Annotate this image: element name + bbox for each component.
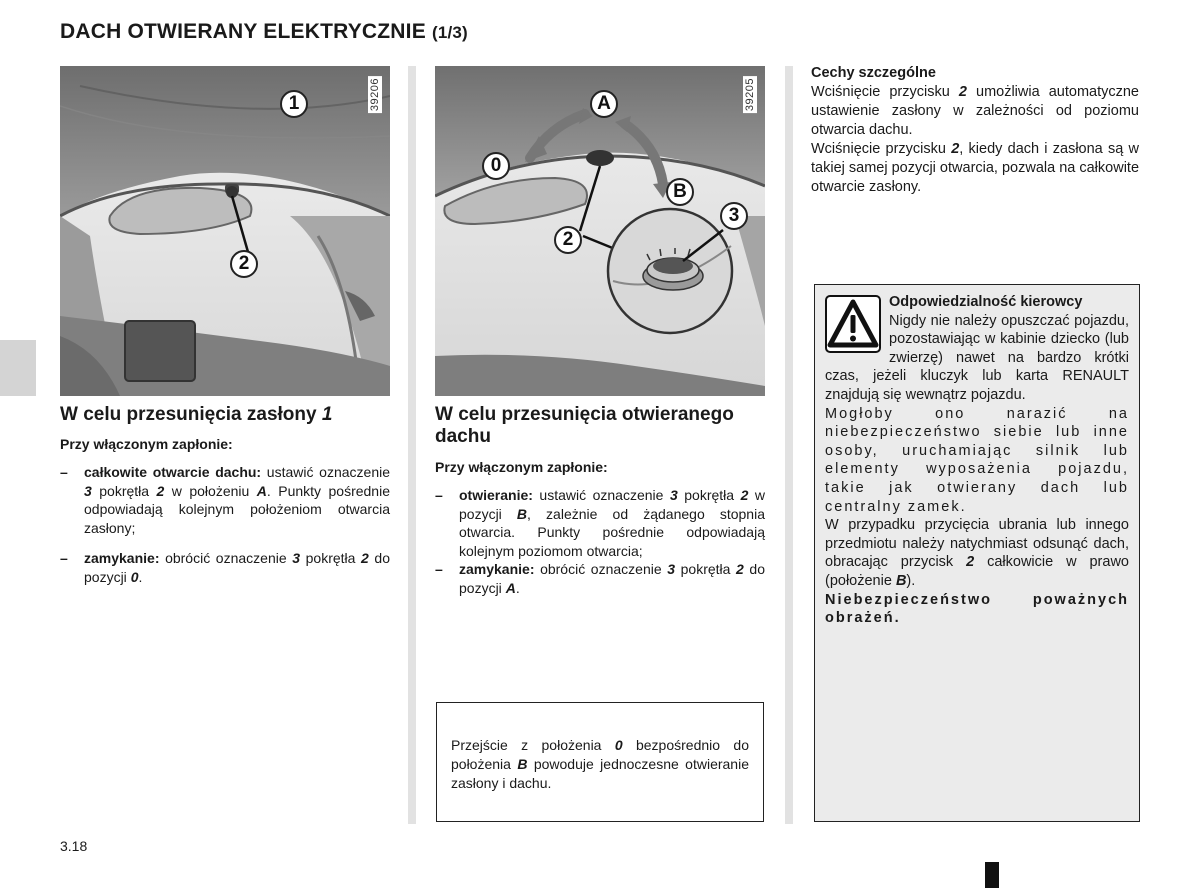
list-ref: 0	[130, 568, 139, 585]
heading-move-sunblind	[60, 404, 390, 426]
warning-paragraph: Nigdy nie należy opuszczać pojazdu, pozostawiając w kabinie dziecko (lub zwierzę) nawet na bardzo krótki czas, jeżeli kluczyk lub karta RENAULT znajdują się wewnątrz pojazdu.	[825, 312, 1129, 403]
list-ref: B	[516, 505, 528, 522]
list-term: całkowite otwarcie dachu:	[84, 464, 262, 480]
paragraph-text: , kiedy dach i zasłona są w takiej samej pozycji otwarcia, pozwala na całkowite otwarcie zasłony.	[811, 141, 1140, 195]
heading-move-sunroof: W celu przesunięcia otwieranego dachu	[435, 404, 734, 447]
column-divider-right	[785, 66, 793, 824]
page-number: 3.18	[60, 838, 88, 854]
list-ref: A	[256, 482, 267, 499]
list-text: ustawić oznaczenie	[532, 487, 670, 503]
list-dash: –	[60, 550, 68, 566]
list-text: w położeniu	[164, 482, 257, 499]
list-item	[435, 560, 765, 597]
warning-paragraph: Mogłoby ono narazić na niebezpieczeństwo siebie lub inne osoby, uruchamiając silnik lub elementy wyposażenia pojazdu, takie jak otwierany dach lub centralny zamek.	[825, 405, 1129, 515]
list-item	[60, 549, 390, 586]
page-title-part: (1/3)	[431, 23, 468, 42]
list-ref: 3	[84, 482, 92, 499]
list-ref: 3	[292, 550, 301, 566]
warning-title: Odpowiedzialność kierowcy	[889, 294, 1083, 310]
note-text: Przejście z położenia	[451, 737, 615, 753]
list-ref: 2	[740, 487, 749, 503]
paragraph-ref: 2	[958, 84, 967, 100]
list-ref: 3	[667, 561, 676, 577]
warning-emphasis: Niebezpieczeństwo poważnych obrażeń.	[825, 591, 1129, 627]
callout-a: A	[590, 90, 618, 118]
photo-reference-code: 39205	[744, 78, 756, 112]
callout-2: 2	[554, 226, 582, 254]
photo-reference-code: 39206	[369, 78, 381, 112]
list-text: obrócić oznaczenie	[534, 561, 668, 577]
list-text: pokrętła	[677, 487, 741, 503]
note-text: bezpośrednio do położenia	[451, 737, 749, 772]
list-ref: 2	[736, 561, 744, 577]
warning-ref: 2	[966, 554, 975, 571]
list-text: do pozycji	[84, 550, 390, 585]
list-text: .	[138, 568, 143, 585]
driver-responsibility-warning	[814, 284, 1140, 822]
note-ref: B	[517, 756, 528, 772]
paragraph	[811, 83, 1139, 140]
list-text: w pozycji	[459, 487, 765, 522]
paragraph-text: Wciśnięcie przycisku	[811, 84, 959, 100]
list-dash: –	[435, 561, 443, 577]
warning-text: ).	[906, 572, 916, 589]
chapter-tab-marker	[0, 340, 36, 396]
paragraph	[811, 140, 1139, 197]
list-ref: 2	[156, 482, 165, 499]
callout-1: 1	[280, 90, 308, 118]
list-term: otwieranie:	[459, 487, 533, 503]
callout-b: B	[666, 178, 694, 206]
page-title	[60, 20, 468, 44]
list-text: pokrętła	[675, 561, 737, 577]
list-text: pokrętła	[91, 482, 157, 499]
list-term: zamykanie:	[459, 561, 535, 577]
list-text: ustawić oznaczenie	[261, 464, 390, 480]
list-item	[435, 486, 765, 560]
list-item	[60, 463, 390, 537]
list-ref: 3	[669, 487, 678, 503]
list-dash: –	[60, 464, 68, 480]
list-text: pokrętła	[300, 550, 362, 566]
page-corner-mark	[985, 862, 999, 888]
warning-text: W przypadku przycięcia ubrania lub innego przedmiotu należy natychmiast odsunąć dach, obracając przycisk	[825, 517, 1129, 571]
special-features-section	[811, 64, 1139, 197]
column-divider-left	[408, 66, 416, 824]
warning-ref: B	[895, 572, 907, 589]
sunroof-steps-list	[435, 486, 765, 597]
list-dash: –	[435, 487, 443, 503]
warning-paragraph	[825, 516, 1129, 590]
list-text: , zależnie od żądanego stopnia otwarcia. Punkty pośrednie odpowiadają kolejnym poziomom otwarcia;	[459, 505, 765, 559]
note-text: powoduje jednoczesne otwieranie zasłony i dachu.	[451, 756, 749, 791]
paragraph-text: umożliwia automatyczne ustawienie zasłony w zależności od poziomu otwarcia dachu.	[811, 84, 1139, 138]
note-ref: 0	[614, 737, 623, 753]
photo-sunroof-control	[435, 66, 765, 396]
list-text: .	[515, 579, 520, 596]
list-ref: 2	[361, 550, 369, 566]
note-box	[436, 702, 764, 822]
ignition-note: Przy włączonym zapłonie:	[60, 436, 233, 452]
warning-triangle-icon	[825, 295, 881, 353]
list-text: do pozycji	[459, 561, 765, 596]
list-text: . Punkty pośrednie odpowiadają kolejnym położeniom otwarcia zasłony;	[84, 482, 390, 536]
list-text: obrócić oznaczenie	[159, 550, 293, 566]
callout-3: 3	[720, 202, 748, 230]
list-ref: A	[505, 579, 516, 596]
warning-text: całkowicie w prawo (położenie	[825, 554, 1129, 589]
heading-text: W celu przesunięcia zasłony	[60, 404, 317, 425]
callout-0: 0	[482, 152, 510, 180]
heading-number: 1	[321, 404, 333, 425]
callout-2: 2	[230, 250, 258, 278]
paragraph-text: Wciśnięcie przycisku	[811, 141, 952, 157]
paragraph-ref: 2	[951, 141, 960, 157]
section-heading: Cechy szczególne	[811, 65, 936, 81]
page-title-text: DACH OTWIERANY ELEKTRYCZNIE	[60, 20, 426, 43]
photo-sunblind-control	[60, 66, 390, 396]
list-term: zamykanie:	[84, 550, 160, 566]
sunblind-steps-list	[60, 463, 390, 598]
ignition-note: Przy włączonym zapłonie:	[435, 459, 608, 475]
